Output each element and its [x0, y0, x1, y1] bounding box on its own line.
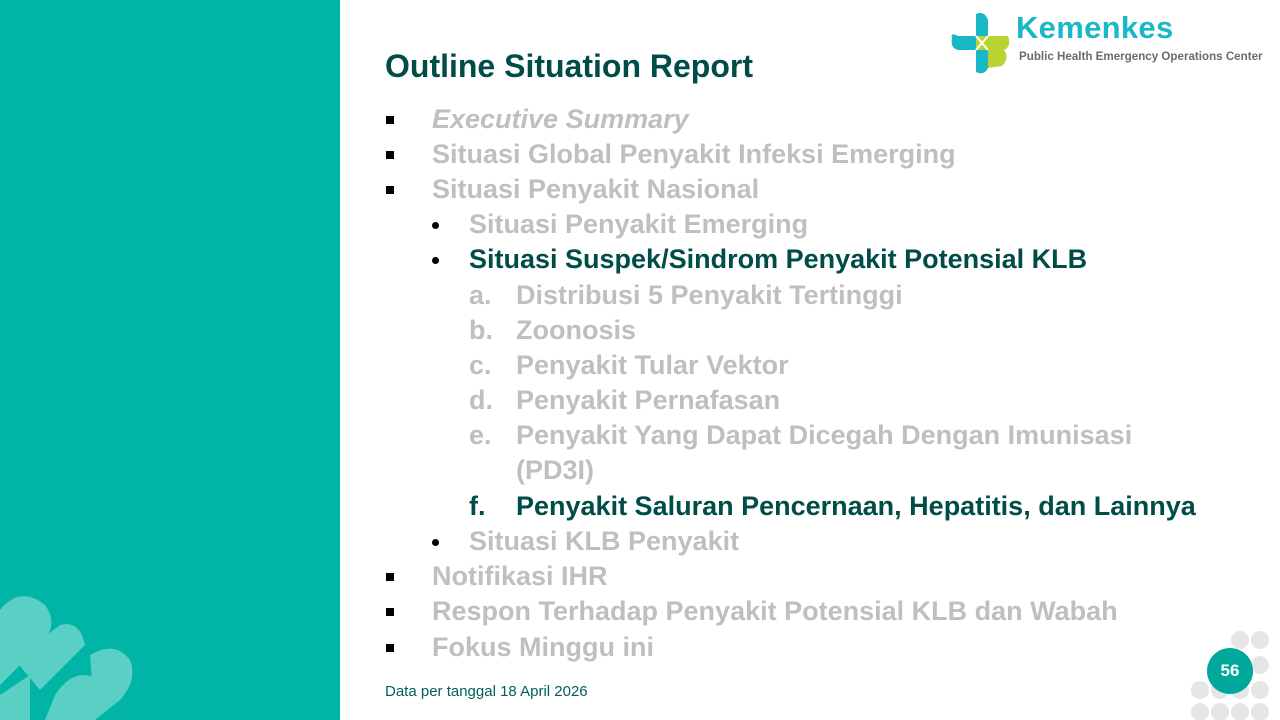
logo-brand-text: Kemenkes [1016, 10, 1174, 45]
list-letter: e. [469, 420, 492, 450]
outline-subitem: Situasi Penyakit Emerging [469, 209, 809, 239]
list-letter: c. [469, 350, 492, 380]
slide-title: Outline Situation Report [385, 48, 753, 84]
outline-subitem-active: Situasi Suspek/Sindrom Penyakit Potensial KLB [469, 244, 1088, 274]
dot-bullet-icon [432, 222, 439, 229]
list-letter: f. [469, 491, 486, 521]
decorative-shapes [0, 585, 140, 720]
list-letter: b. [469, 315, 493, 345]
outline-item: Notifikasi IHR [432, 561, 608, 591]
outline-item: Fokus Minggu ini [432, 632, 654, 662]
list-letter: d. [469, 385, 493, 415]
outline-item: Executive Summary [432, 104, 689, 134]
page-number-badge: 56 [1207, 648, 1253, 694]
kemenkes-logo [950, 10, 1270, 80]
logo-tagline-text: Public Health Emergency Operations Center [1019, 50, 1263, 63]
outline-subsubitem: Penyakit Tular Vektor [516, 350, 789, 380]
dot-bullet-icon [432, 257, 439, 264]
outline-subsubitem-continuation: (PD3I) [516, 455, 595, 485]
footer-data-date: Data per tanggal 18 April 2026 [385, 683, 588, 700]
square-bullet-icon [386, 151, 394, 159]
square-bullet-icon [386, 608, 394, 616]
dot-bullet-icon [432, 539, 439, 546]
outline-subsubitem: Zoonosis [516, 315, 636, 345]
kemenkes-logo-icon [950, 12, 1012, 76]
outline-subsubitem: Penyakit Pernafasan [516, 385, 781, 415]
square-bullet-icon [386, 573, 394, 581]
sidebar-panel [0, 0, 340, 720]
outline-subsubitem: Distribusi 5 Penyakit Tertinggi [516, 280, 903, 310]
outline-item: Situasi Penyakit Nasional [432, 174, 760, 204]
square-bullet-icon [386, 186, 394, 194]
outline-subitem: Situasi KLB Penyakit [469, 526, 740, 556]
square-bullet-icon [386, 116, 394, 124]
outline-subsubitem-active: Penyakit Saluran Pencernaan, Hepatitis, dan Lainnya [516, 491, 1196, 521]
square-bullet-icon [386, 644, 394, 652]
outline-subsubitem: Penyakit Yang Dapat Dicegah Dengan Imunisasi [516, 420, 1133, 450]
outline-item: Respon Terhadap Penyakit Potensial KLB dan Wabah [432, 596, 1118, 626]
list-letter: a. [469, 280, 492, 310]
outline-item: Situasi Global Penyakit Infeksi Emerging [432, 139, 956, 169]
